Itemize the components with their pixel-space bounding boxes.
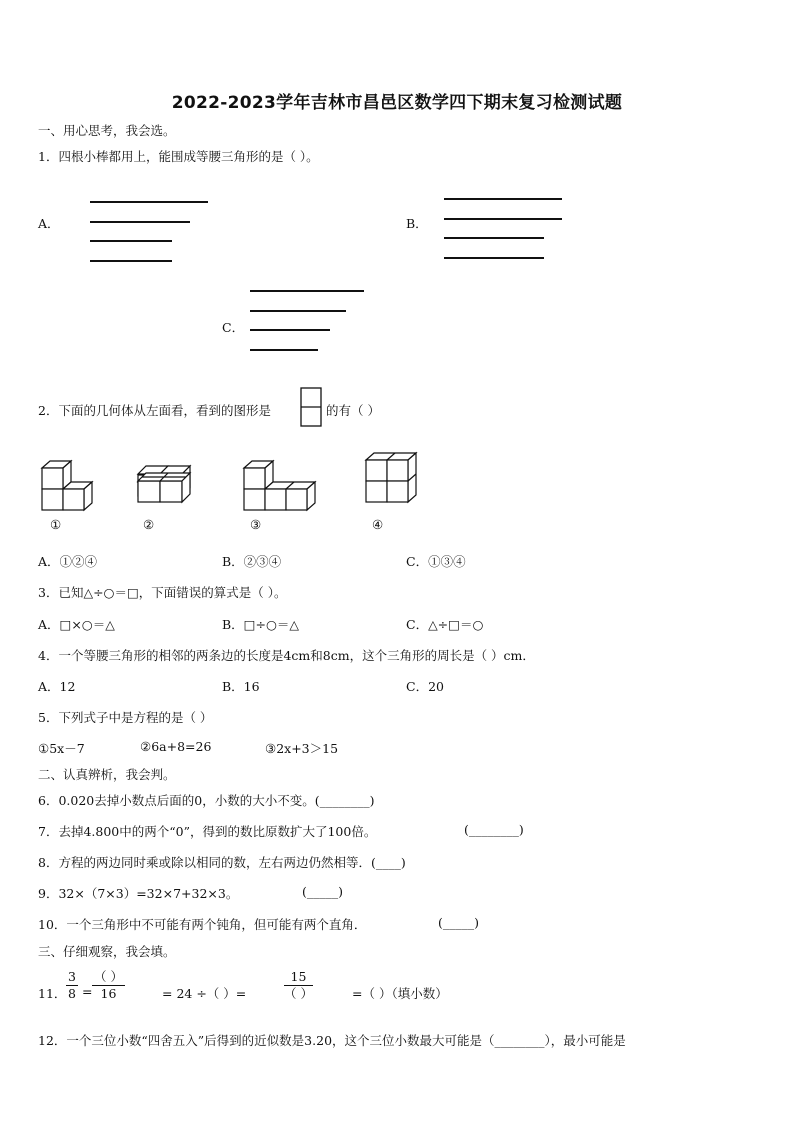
section-heading-2: 二、认真辨析，我会判。 [38, 767, 176, 782]
page-title: 2022-2023学年吉林市昌邑区数学四下期末复习检测试题 [171, 93, 623, 113]
q3-option-c[interactable]: C．△÷□＝○ [406, 617, 484, 632]
question-9: 9．32×（7×3）=32×7+32×3。 [38, 886, 239, 901]
question-11-label: 11． [38, 986, 67, 1001]
q2-option-a[interactable]: A．①②④ [38, 554, 98, 569]
figure-1-label: ① [50, 517, 62, 532]
q3-option-a[interactable]: A．□×○＝△ [38, 617, 115, 632]
solid-figure-1-icon [40, 458, 96, 514]
fraction-15-over-blank[interactable] [284, 969, 313, 1002]
q1-c-stick-4 [250, 349, 318, 351]
q2-option-b[interactable]: B．②③④ [222, 554, 282, 569]
question-2-stem-post: 的有（ ） [326, 403, 380, 418]
q1-c-stick-1 [250, 290, 364, 292]
question-10: 10．一个三角形中不可能有两个钝角，但可能有两个直角． [38, 917, 367, 932]
fraction-3-numerator: 15 [284, 969, 313, 986]
q1-option-a[interactable]: A． [38, 216, 60, 231]
figure-2-label: ② [143, 517, 155, 532]
question-1-stem: 1．四根小棒都用上，能围成等腰三角形的是（ ）。 [38, 149, 319, 164]
solid-figure-4-icon [364, 450, 418, 506]
q5-expression-2: ②6a+8=26 [140, 739, 212, 754]
q3-option-b[interactable]: B．□÷○＝△ [222, 617, 299, 632]
q1-option-b[interactable]: B． [406, 216, 428, 231]
q7-answer-blank[interactable]: (________) [464, 822, 524, 837]
q2-option-c[interactable]: C．①③④ [406, 554, 466, 569]
q1-b-stick-4 [444, 257, 544, 259]
q5-expression-1: ①5x－7 [38, 741, 85, 756]
question-2-stem-pre: 2．下面的几何体从左面看，看到的图形是 [38, 403, 271, 418]
fraction-3-denominator-blank[interactable]: （ ） [284, 986, 313, 1001]
q1-a-stick-4 [90, 260, 172, 262]
section-heading-1: 一、用心思考，我会选。 [38, 123, 176, 138]
question-3-stem: 3．已知△÷○＝□，下面错误的算式是（ ）。 [38, 585, 287, 600]
q1-b-stick-3 [444, 237, 544, 239]
q1-a-stick-3 [90, 240, 172, 242]
q1-c-stick-2 [250, 310, 346, 312]
q10-answer-blank[interactable]: (_____) [438, 915, 480, 930]
question-12: 12．一个三位小数“四舍五入”后得到的近似数是3.20，这个三位小数最大可能是（________），最小可能是 [38, 1033, 626, 1048]
figure-3-label: ③ [250, 517, 262, 532]
fraction-blank-over-16[interactable] [92, 969, 125, 1002]
left-view-icon [300, 387, 322, 427]
question-6: 6．0.020去掉小数点后面的0，小数的大小不变。(________) [38, 793, 375, 808]
equals-sign: = [82, 984, 93, 999]
fraction-1-denominator: 8 [68, 986, 76, 1001]
q1-b-stick-2 [444, 218, 562, 220]
fraction-2-numerator-blank[interactable]: （ ） [94, 969, 123, 984]
fraction-2-denominator: 16 [100, 986, 117, 1001]
q4-option-a[interactable]: A．12 [38, 679, 76, 694]
q5-expression-3: ③2x+3＞15 [265, 741, 339, 756]
q4-option-c[interactable]: C．20 [406, 679, 444, 694]
question-4-stem: 4．一个等腰三角形的相邻的两条边的长度是4cm和8cm，这个三角形的周长是（ ）cm． [38, 648, 535, 663]
q1-b-stick-1 [444, 198, 562, 200]
question-7: 7．去掉4.800中的两个“0”，得到的数比原数扩大了100倍。 [38, 824, 377, 839]
q9-answer-blank[interactable]: (_____) [302, 884, 344, 899]
q1-a-stick-1 [90, 201, 208, 203]
q1-c-stick-3 [250, 329, 330, 331]
question-5-stem: 5．下列式子中是方程的是（ ） [38, 710, 213, 725]
decimal-blank[interactable]: =（ ）（填小数） [352, 986, 448, 1001]
solid-figure-3-icon [242, 458, 320, 514]
fraction-1-numerator: 3 [68, 969, 76, 984]
q1-option-c[interactable]: C． [222, 320, 245, 335]
division-expression[interactable]: = 24 ÷（ ）= [162, 986, 247, 1001]
q4-option-b[interactable]: B．16 [222, 679, 260, 694]
solid-figure-2-icon [136, 462, 196, 504]
q1-a-stick-2 [90, 221, 190, 223]
figure-4-label: ④ [372, 517, 384, 532]
fraction-3-8 [66, 969, 78, 1002]
section-heading-3: 三、仔细观察，我会填。 [38, 944, 176, 959]
question-8: 8．方程的两边同时乘或除以相同的数，左右两边仍然相等．(____) [38, 855, 406, 870]
